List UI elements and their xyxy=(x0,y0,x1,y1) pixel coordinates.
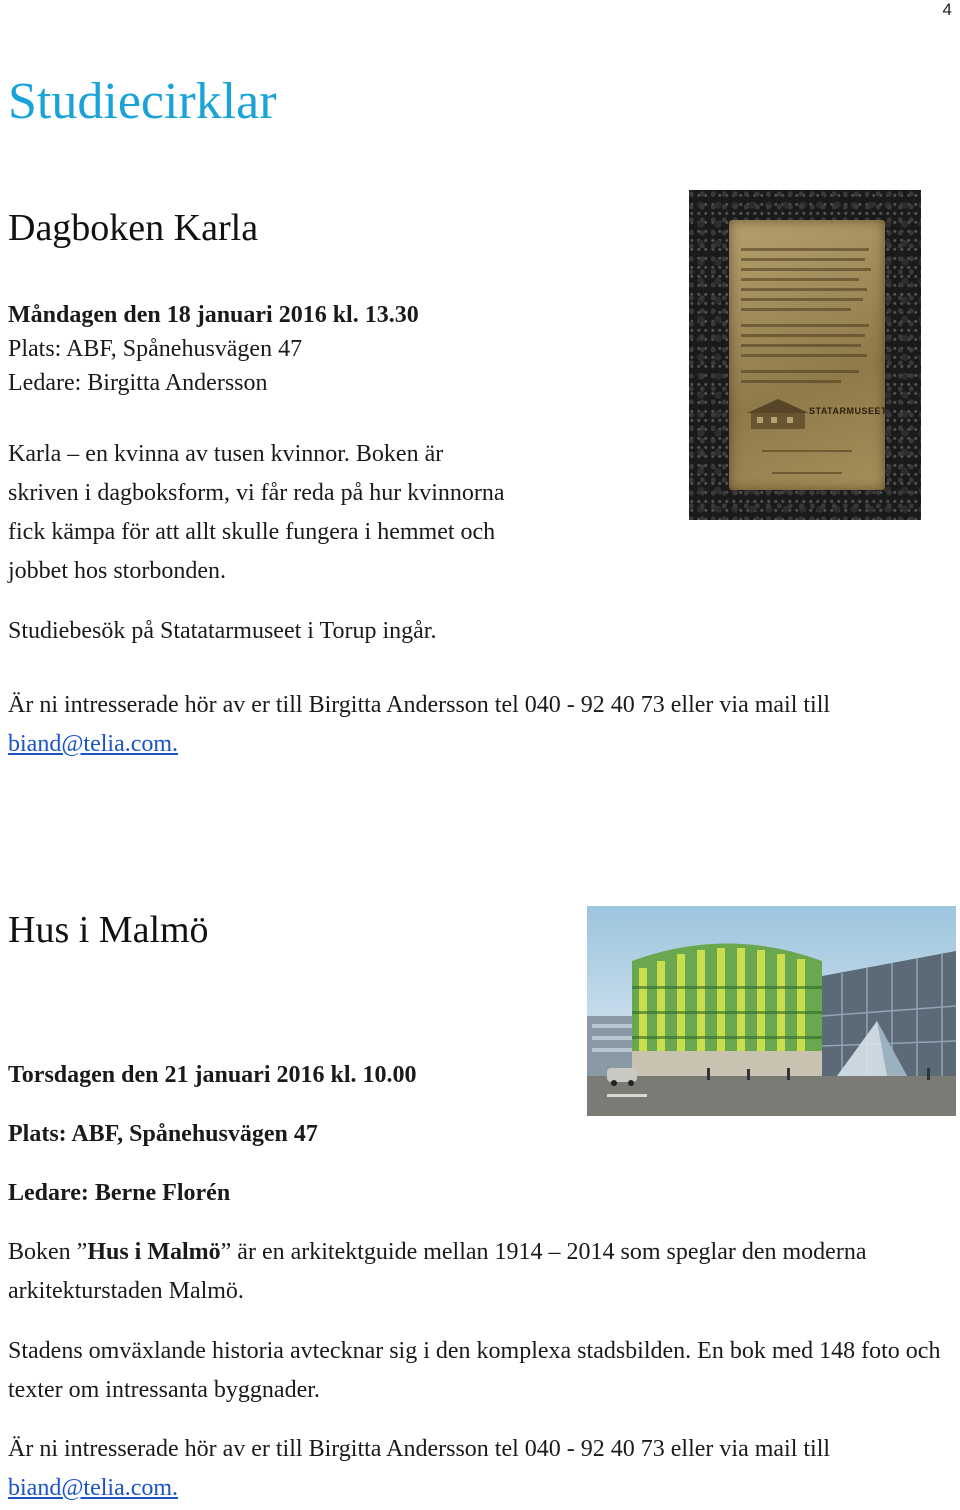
page-number: 4 xyxy=(942,0,952,19)
contact-paragraph xyxy=(8,686,938,764)
contact-text: Är ni intresserade hör av er till Birgitta Andersson tel 040 - 92 40 73 eller via mail till xyxy=(8,1436,831,1462)
event-place: Plats: ABF, Spånehusvägen 47 xyxy=(8,336,303,362)
description-line: fick kämpa för att allt skulle fungera i hemmet och xyxy=(8,519,496,545)
event-leader: Ledare: Berne Florén xyxy=(8,1180,231,1206)
book-title: Hus i Malmö xyxy=(87,1239,221,1265)
leader-label: Ledare xyxy=(8,370,75,396)
event-leader xyxy=(8,366,268,400)
book-prefix: Boken ” xyxy=(8,1239,88,1265)
contact-paragraph xyxy=(8,1430,938,1508)
section-title-hus-i-malmo: Hus i Malmö xyxy=(8,909,209,951)
book-description xyxy=(8,1233,948,1311)
leader-name: : Birgitta Andersson xyxy=(74,370,268,396)
book-description xyxy=(8,435,505,591)
contact-text: Är ni intresserade hör av er till Birgitta Andersson tel 040 - 92 40 73 eller via mail till xyxy=(8,692,831,718)
farmhouse-icon xyxy=(743,395,813,433)
description-line: Karla – en kvinna av tusen kvinnor. Boken är xyxy=(8,441,444,467)
section-title-dagboken: Dagboken Karla xyxy=(8,207,259,249)
diary-cover-image xyxy=(689,190,921,520)
book-suffix: ” är en arkitektguide mellan 1914 – 2014 som speglar den moderna arkitekturstaden Malmö. xyxy=(8,1239,867,1304)
study-visit-note: Studiebesök på Statatarmuseet i Torup ingår. xyxy=(8,618,437,644)
event-date: Torsdagen den 21 januari 2016 kl. 10.00 xyxy=(8,1062,417,1088)
diary-label xyxy=(729,220,885,490)
description-line: jobbet hos storbonden. xyxy=(8,558,226,584)
email-link[interactable]: biand@telia.com. xyxy=(8,1475,179,1501)
diary-brand-text: STATARMUSEET xyxy=(809,406,887,416)
page-title: Studiecirklar xyxy=(8,73,277,130)
email-link[interactable]: biand@telia.com. xyxy=(8,731,179,757)
building-photo xyxy=(587,906,956,1116)
event-place: Plats: ABF, Spånehusvägen 47 xyxy=(8,1121,318,1147)
description-line: skriven i dagboksform, vi får reda på hur kvinnorna xyxy=(8,480,505,506)
history-paragraph: Stadens omväxlande historia avtecknar sig i den komplexa stadsbilden. En bok med 148 foto och texter om intressanta byggnader. xyxy=(8,1338,941,1403)
malmo-building-illustration xyxy=(587,906,956,1116)
event-date: Måndagen den 18 januari 2016 kl. 13.30 xyxy=(8,302,419,328)
